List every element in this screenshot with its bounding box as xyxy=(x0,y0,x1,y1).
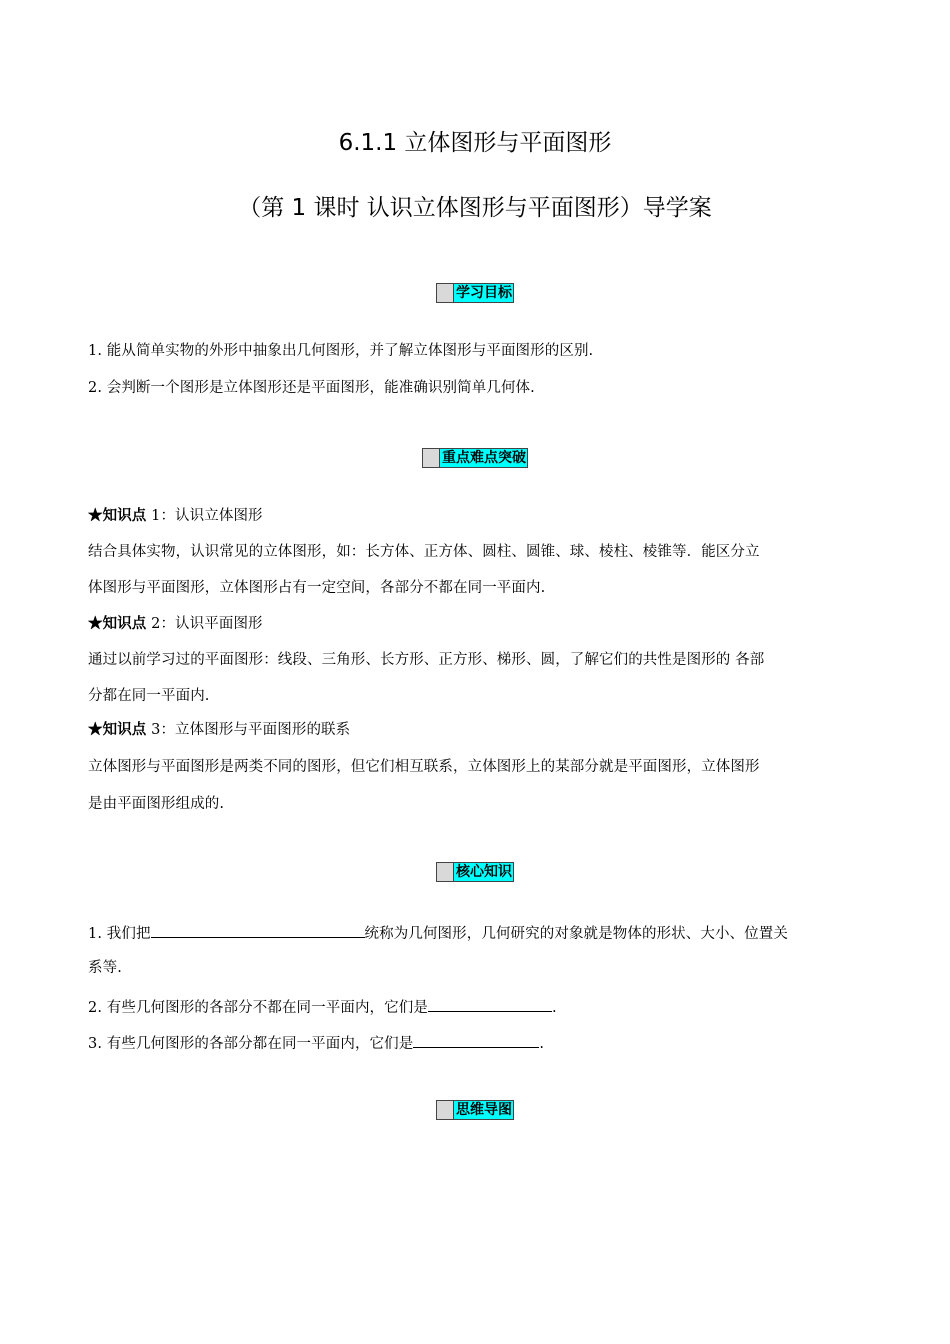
kp-label: 知识点 xyxy=(102,507,147,524)
section-badge xyxy=(422,448,528,468)
main-title: 6.1.1 立体图形与平面图形 xyxy=(338,130,612,156)
badge-marker xyxy=(423,449,440,467)
badge-marker xyxy=(437,1101,454,1119)
knowledge-point-2-text-line-1: 通过以前学习过的平面图形：线段、三角形、长方形、正方形、梯形、圆，了解它们的共性是图形的 各部 xyxy=(88,652,765,668)
section-badge xyxy=(436,1100,514,1120)
section-header-goals xyxy=(0,283,950,305)
kp-title: 3：立体图形与平面图形的联系 xyxy=(146,722,351,738)
core-q3-prefix: 3. 有些几何图形的各部分都在同一平面内，它们是 xyxy=(88,1036,414,1052)
knowledge-point-3-heading xyxy=(88,720,868,740)
section-title-goals: 学习目标 xyxy=(456,285,512,301)
badge-marker xyxy=(437,284,454,302)
core-q3-suffix: . xyxy=(539,1036,545,1052)
knowledge-point-3-text-line-2: 是由平面图形组成的. xyxy=(88,796,225,812)
core-question-2 xyxy=(88,996,868,1018)
section-title-key: 重点难点突破 xyxy=(442,450,526,466)
knowledge-point-1-text-line-1: 结合具体实物，认识常见的立体图形，如：长方体、正方体、圆柱、圆锥、球、棱柱、棱锥等．能区分立 xyxy=(88,544,760,560)
core-question-3 xyxy=(88,1032,868,1054)
knowledge-point-2-text-line-2: 分都在同一平面内. xyxy=(88,688,210,704)
section-title-mindmap: 思维导图 xyxy=(456,1102,512,1118)
kp-title: 1：认识立体图形 xyxy=(146,508,263,524)
knowledge-point-3-text-line-1: 立体图形与平面图形是两类不同的图形，但它们相互联系，立体图形上的某部分就是平面图形，立体图形 xyxy=(88,759,760,775)
kp-label: 知识点 xyxy=(102,721,147,738)
star-icon: ★ xyxy=(88,507,103,524)
kp-title: 2：认识平面图形 xyxy=(146,616,263,632)
star-icon: ★ xyxy=(88,615,103,632)
knowledge-point-2-heading xyxy=(88,614,868,634)
star-icon: ★ xyxy=(88,721,103,738)
knowledge-point-1-heading xyxy=(88,506,868,526)
answer-blank-1[interactable] xyxy=(151,922,365,938)
goal-item-1: 1. 能从简单实物的外形中抽象出几何图形，并了解立体图形与平面图形的区别. xyxy=(88,343,594,359)
section-title-core: 核心知识 xyxy=(456,864,512,880)
core-q1-prefix: 1. 我们把 xyxy=(88,926,151,942)
core-question-1 xyxy=(88,922,868,944)
sub-title: （第 1 课时 认识立体图形与平面图形）导学案 xyxy=(238,195,712,221)
kp-label: 知识点 xyxy=(102,615,147,632)
knowledge-point-1-text-line-2: 体图形与平面图形，立体图形占有一定空间，各部分不都在同一平面内. xyxy=(88,580,546,596)
core-q2-suffix: . xyxy=(551,1000,557,1016)
core-q2-prefix: 2. 有些几何图形的各部分不都在同一平面内，它们是 xyxy=(88,1000,428,1016)
goal-item-2: 2. 会判断一个图形是立体图形还是平面图形，能准确识别简单几何体. xyxy=(88,380,535,396)
section-header-mindmap xyxy=(0,1100,950,1122)
section-badge xyxy=(436,283,514,303)
section-header-core xyxy=(0,862,950,884)
section-header-key xyxy=(0,448,950,470)
badge-marker xyxy=(437,863,454,881)
core-q1-suffix: 统称为几何图形，几何研究的对象就是物体的形状、大小、位置关 xyxy=(364,926,788,942)
answer-blank-2[interactable] xyxy=(428,996,552,1012)
answer-blank-3[interactable] xyxy=(413,1032,539,1048)
core-question-1-continued: 系等. xyxy=(88,960,122,976)
section-badge xyxy=(436,862,514,882)
